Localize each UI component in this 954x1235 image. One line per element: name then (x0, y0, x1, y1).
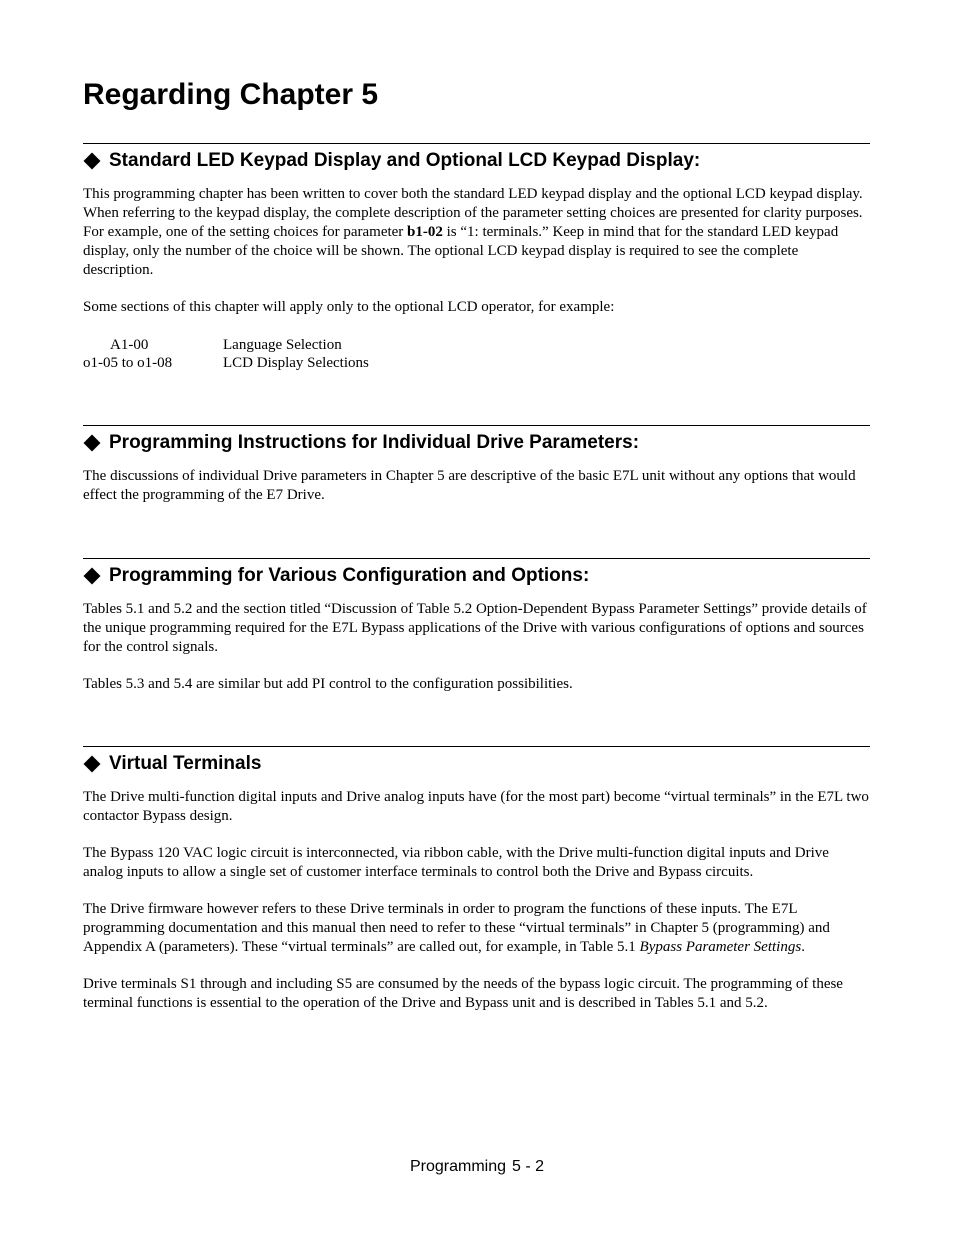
section-heading-text: Standard LED Keypad Display and Optional LCD Keypad Display: (109, 150, 701, 171)
page-footer (0, 1156, 954, 1178)
parameter-row (83, 354, 870, 372)
section-heading (83, 148, 870, 174)
paragraph: The Drive firmware however refers to these Drive terminals in order to program the functions of these inputs. The E7L programming documentation and this manual then need to refer to these “virtual terminals” in Chapter 5 (programming) and Appendix A (parameters). These “virtual terminals” are called out, for example, in Table 5.1 Bypass Parameter Settings. (83, 901, 830, 955)
section-heading-text: Virtual Terminals (109, 753, 262, 774)
section-heading (83, 751, 870, 777)
paragraph: Tables 5.1 and 5.2 and the section titled “Discussion of Table 5.2 Option-Dependent Bypass Parameter Settings” provide details of the unique programming required for the E7L Bypass applications of the Drive with various configurations of options and sources for the control signals. (83, 601, 867, 655)
paragraph: Some sections of this chapter will apply only to the optional LCD operator, for example: (83, 299, 615, 315)
section-led-lcd-display (83, 143, 870, 372)
section-virtual-terminals (83, 746, 870, 1013)
page-number: 5 - 2 (512, 1158, 545, 1175)
footer-section-name: Programming (409, 1158, 506, 1175)
section-divider (83, 558, 870, 559)
paragraph: The discussions of individual Drive parameters in Chapter 5 are descriptive of the basic E7L unit without any options that would effect the programming of the E7 Drive. (83, 468, 856, 503)
section-divider (83, 143, 870, 144)
paragraph: Tables 5.3 and 5.4 are similar but add PI control to the configuration possibilities. (83, 676, 573, 692)
table-title-reference: Bypass Parameter Settings (639, 939, 802, 955)
paragraph: The Bypass 120 VAC logic circuit is interconnected, via ribbon cable, with the Drive multi-function digital inputs and Drive analog inputs to allow a single set of customer interface terminals to control both the Drive and Bypass circuits. (83, 845, 829, 880)
section-configuration-options (83, 558, 870, 694)
section-heading-text: Programming for Various Configuration and Options: (109, 565, 590, 586)
paragraph: Drive terminals S1 through and including S5 are consumed by the needs of the bypass logic circuit. The programming of these terminal functions is essential to the operation of the Drive and Bypass unit and is described in Tables 5.1 and 5.2. (83, 976, 843, 1011)
diamond-bullet-icon (84, 435, 101, 452)
section-heading (83, 563, 870, 589)
parameter-reference: b1-02 (407, 224, 443, 240)
paragraph: This programming chapter has been written to cover both the standard LED keypad display and the optional LCD keypad display. When referring to the keypad display, the complete description of the parameter setting choices are presented for clarity purposes. For example, one of the setting choices for parameter b1-02 is “1: terminals.” Keep in mind that for the standard LED keypad display, only the number of the choice will be shown. The optional LCD keypad display is required to see the complete description. (83, 186, 863, 278)
parameter-list (83, 336, 870, 372)
paragraph: The Drive multi-function digital inputs and Drive analog inputs have (for the most part) become “virtual terminals” in the E7L two contactor Bypass design. (83, 789, 869, 824)
diamond-bullet-icon (84, 568, 101, 585)
parameter-code: A1-00 (110, 337, 149, 353)
section-heading-text: Programming Instructions for Individual Drive Parameters: (109, 432, 640, 453)
section-drive-parameters (83, 425, 870, 505)
diamond-bullet-icon (84, 153, 101, 170)
parameter-code: o1-05 to o1-08 (83, 355, 173, 371)
section-divider (83, 425, 870, 426)
parameter-row (110, 336, 870, 354)
parameter-description: LCD Display Selections (223, 355, 369, 371)
section-heading (83, 430, 870, 456)
section-divider (83, 746, 870, 747)
diamond-bullet-icon (84, 756, 101, 773)
page-title: Regarding Chapter 5 (83, 78, 379, 111)
parameter-description: Language Selection (223, 337, 342, 353)
